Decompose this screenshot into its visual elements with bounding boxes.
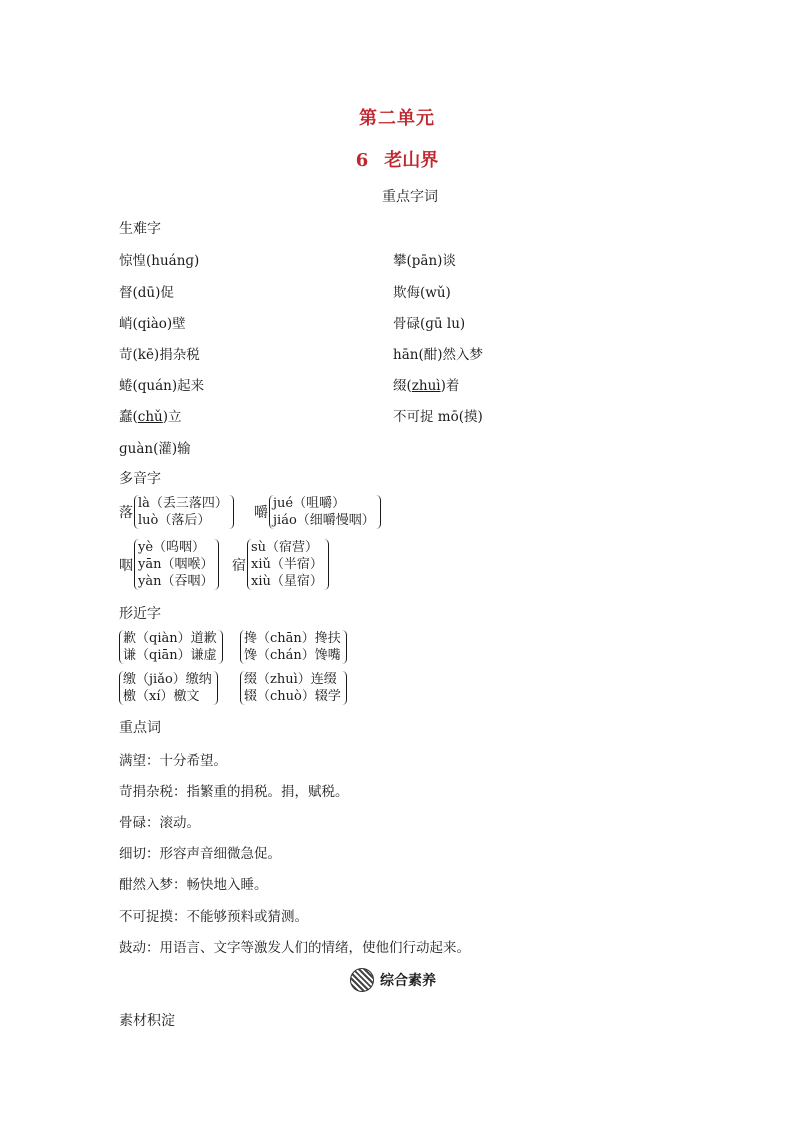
word-item: 苛(kē)捐杂税 <box>119 347 200 363</box>
brace: 搀（chān）搀扶 馋（chán）馋嘴 <box>240 630 347 664</box>
heading-zhongdianci: 重点词 <box>119 720 161 736</box>
polyphone-group <box>119 539 219 590</box>
brace: jué（咀嚼） jiáo（细嚼慢咽） <box>269 495 381 529</box>
globe-icon <box>350 968 374 992</box>
word-item: 攀(pān)谈 <box>393 253 456 269</box>
word-item: hān(酣)然入梦 <box>393 347 483 363</box>
brace: 歉（qiàn）道歉 谦（qiān）谦虚 <box>119 630 223 664</box>
vocab-definition: 酣然入梦：畅快地入睡。 <box>119 877 268 893</box>
pinyin-underlined: chǔ <box>137 409 163 425</box>
word-item: ɡuàn(灌)输 <box>119 441 191 457</box>
word-item: 缀(zhuì)着 <box>393 378 460 394</box>
heading-shengnanzi: 生难字 <box>119 221 161 237</box>
vocab-definition: 骨碌：滚动。 <box>119 815 200 831</box>
word-item: 欺侮(wǔ) <box>393 285 451 301</box>
lesson-name: 老山界 <box>384 150 439 171</box>
polyphone-char: 宿 <box>232 557 246 574</box>
polyphone-group <box>119 495 234 529</box>
heading-duoyinzi: 多音字 <box>119 471 161 487</box>
unit-title: 第二单元 <box>359 108 435 129</box>
badge-label: 综合素养 <box>380 973 436 989</box>
word-item: 峭(qiào)壁 <box>119 316 186 332</box>
brace: yè（呜咽） yān（咽喉） yàn（吞咽） <box>134 539 219 590</box>
word-item: 惊惶(huánɡ) <box>119 253 200 269</box>
vocab-definition: 细切：形容声音细微急促。 <box>119 846 281 862</box>
brace: 缴（jiǎo）缴纳 檄（xí）檄文 <box>119 671 218 705</box>
word-item: 蠢(chǔ)立 <box>119 409 182 425</box>
brace: sù（宿营） xiǔ（半宿） xiù（星宿） <box>247 539 329 590</box>
word-item: 督(dū)促 <box>119 285 174 301</box>
polyphone-char: 咽 <box>119 557 133 574</box>
polyphone-char: 落 <box>119 505 133 521</box>
similar-char-group <box>119 671 218 705</box>
section-subtitle: 重点字词 <box>382 189 438 205</box>
brace: 缀（zhuì）连缀 辍（chuò）辍学 <box>240 671 347 705</box>
similar-char-group <box>240 630 347 664</box>
lesson-number: 6 <box>355 150 369 171</box>
vocab-definition: 鼓动：用语言、文字等激发人们的情绪，使他们行动起来。 <box>119 940 470 956</box>
lesson-title <box>0 146 794 172</box>
vocab-definition: 满望：十分希望。 <box>119 753 227 769</box>
heading-xingjinzi: 形近字 <box>119 606 161 622</box>
word-item: 不可捉 mō(摸) <box>393 409 483 425</box>
pinyin-underlined: zhuì <box>411 378 441 394</box>
heading-sucai: 素材积淀 <box>119 1013 175 1029</box>
similar-char-group <box>119 630 223 664</box>
word-item: 蜷(quán)起来 <box>119 378 205 394</box>
brace: là（丢三落四） luò（落后） <box>134 495 234 529</box>
polyphone-char: 嚼 <box>254 505 268 521</box>
polyphone-group <box>232 539 329 590</box>
word-item: 骨碌(ɡū lu) <box>393 316 466 332</box>
polyphone-group <box>254 495 381 529</box>
vocab-definition: 苛捐杂税：指繁重的捐税。捐，赋税。 <box>119 784 349 800</box>
vocab-definition: 不可捉摸：不能够预料或猜测。 <box>119 909 308 925</box>
section-badge <box>350 968 436 992</box>
similar-char-group <box>240 671 347 705</box>
